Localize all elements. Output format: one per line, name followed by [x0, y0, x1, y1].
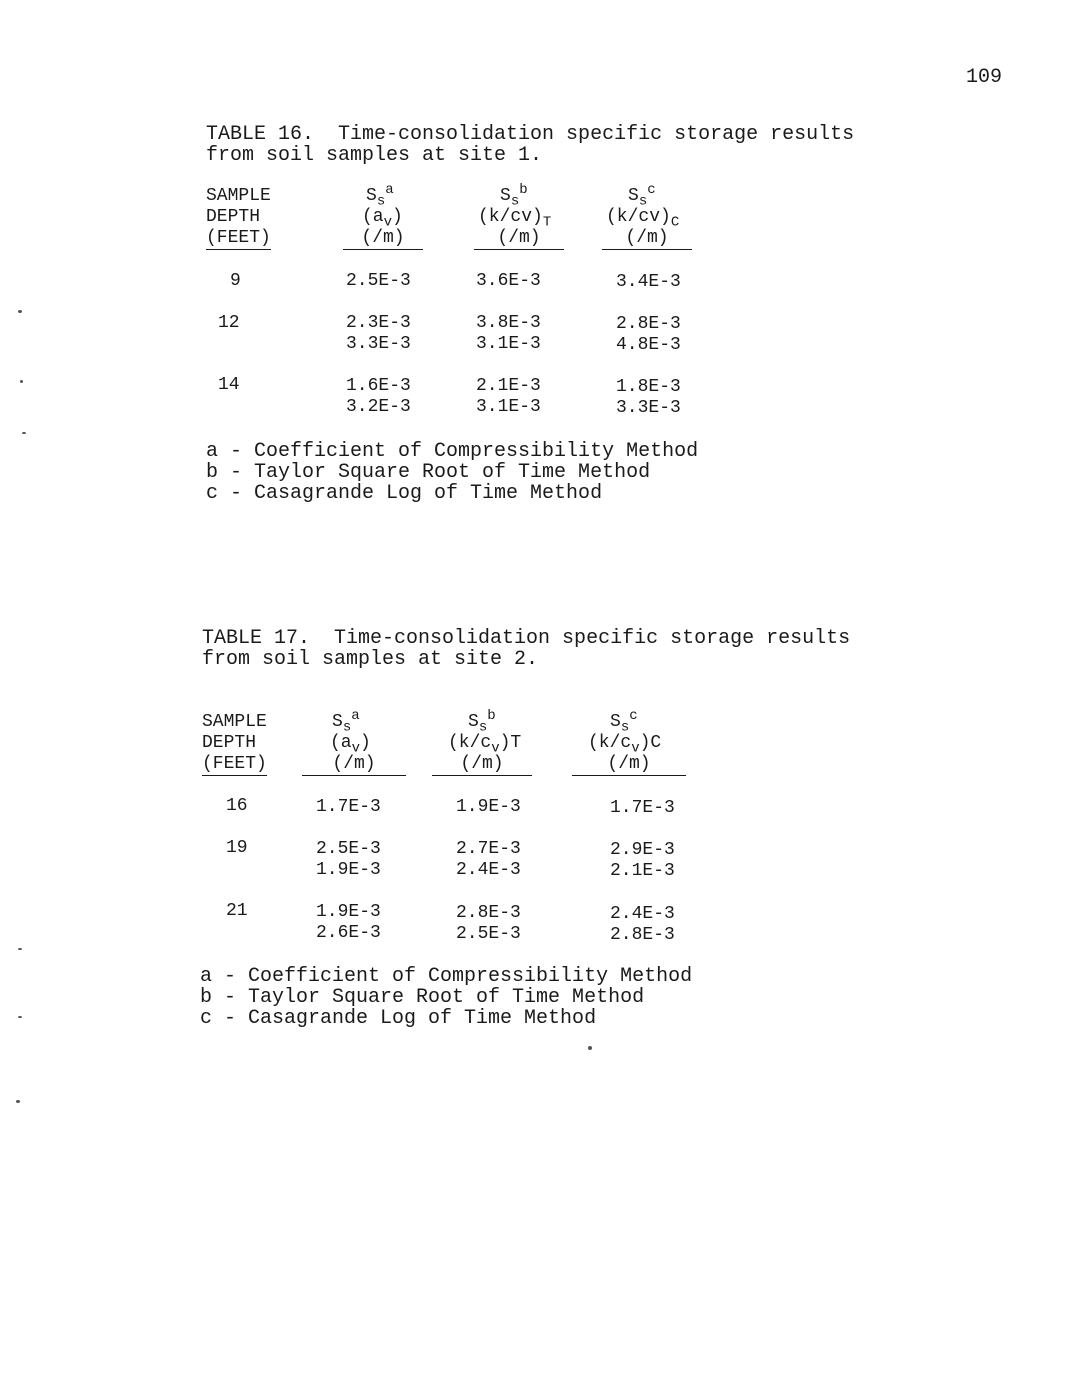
- table-caption: TABLE 17. Time-consolidation specific storage results: [202, 627, 851, 650]
- table-footnote: b - Taylor Square Root of Time Method: [200, 986, 645, 1009]
- scan-speck: [18, 948, 22, 950]
- table-footnote: c - Casagrande Log of Time Method: [200, 1007, 597, 1030]
- table-cell: 3.1E-3: [476, 334, 541, 354]
- table-cell: 1.6E-3: [346, 376, 411, 396]
- table-cell: 2.1E-3: [476, 376, 541, 396]
- table-caption: from soil samples at site 2.: [202, 648, 539, 671]
- table-cell: 2.4E-3: [456, 860, 521, 880]
- table-cell: 2.6E-3: [316, 923, 381, 943]
- table-cell: 2.3E-3: [346, 313, 411, 333]
- table-cell-depth: 21: [226, 901, 248, 921]
- column-header-method-b: $(k/c_v)T$: [448, 733, 522, 757]
- column-header-method-a: $(a_v)$: [362, 207, 403, 231]
- column-header-depth: DEPTH: [206, 207, 261, 227]
- table-footnote: b - Taylor Square Root of Time Method: [206, 461, 651, 484]
- table-cell-depth: 9: [230, 271, 241, 291]
- table-cell-depth: 16: [226, 796, 248, 816]
- column-header-ss-a: $S_s^a$: [332, 708, 360, 736]
- table-caption: TABLE 16. Time-consolidation specific storage results: [206, 123, 855, 146]
- table-cell: 3.4E-3: [616, 272, 681, 292]
- column-header-depth: SAMPLE: [202, 712, 267, 732]
- column-header-ss-b: $S_s^b$: [500, 182, 528, 210]
- column-header-depth-unit: (FEET): [202, 754, 267, 774]
- table-cell: 3.3E-3: [616, 398, 681, 418]
- scan-speck: [16, 1100, 20, 1103]
- column-header-unit-b: (/m): [432, 754, 532, 776]
- table-cell: 2.4E-3: [610, 904, 675, 924]
- table-cell-depth: 14: [218, 375, 240, 395]
- page-number: 109: [966, 66, 1003, 89]
- table-footnote: a - Coefficient of Compressibility Method: [206, 440, 699, 463]
- table-cell: 4.8E-3: [616, 335, 681, 355]
- table-cell: 2.5E-3: [346, 271, 411, 291]
- table-cell: 2.9E-3: [610, 840, 675, 860]
- table-cell: 2.8E-3: [610, 925, 675, 945]
- table-cell: 1.9E-3: [456, 797, 521, 817]
- table-cell: 1.9E-3: [316, 902, 381, 922]
- column-header-method-a: $(a_v)$: [330, 733, 371, 757]
- scan-speck: [22, 432, 26, 434]
- column-header-ss-b: $S_s^b$: [468, 708, 496, 736]
- table-cell: 1.9E-3: [316, 860, 381, 880]
- column-header-ss-a: $S_s^a$: [366, 182, 394, 210]
- column-header-depth-unit: (FEET): [206, 228, 271, 248]
- table-cell: 2.8E-3: [456, 903, 521, 923]
- table-cell: 3.8E-3: [476, 313, 541, 333]
- column-header-ss-c: $S_s^c$: [628, 182, 656, 210]
- column-header-depth: SAMPLE: [206, 186, 271, 206]
- table-cell-depth: 12: [218, 313, 240, 333]
- table-cell: 3.3E-3: [346, 334, 411, 354]
- table-cell: 2.8E-3: [616, 314, 681, 334]
- table-cell: 1.7E-3: [610, 798, 675, 818]
- scan-speck: [18, 310, 22, 313]
- column-header-unit-c: (/m): [602, 228, 692, 250]
- scan-speck: [18, 1016, 22, 1018]
- column-header-unit-a: (/m): [343, 228, 423, 250]
- table-cell: 2.5E-3: [456, 924, 521, 944]
- table-cell: 3.2E-3: [346, 397, 411, 417]
- scan-speck: [20, 380, 23, 383]
- table-cell: 3.1E-3: [476, 397, 541, 417]
- column-header-unit-b: (/m): [474, 228, 564, 250]
- column-header-unit-a: (/m): [302, 754, 406, 776]
- table-footnote: a - Coefficient of Compressibility Method: [200, 965, 693, 988]
- scan-speck: [588, 1046, 592, 1050]
- table-cell: 2.7E-3: [456, 839, 521, 859]
- column-header-ss-c: $S_s^c$: [610, 708, 638, 736]
- table-cell: 3.6E-3: [476, 271, 541, 291]
- table-caption: from soil samples at site 1.: [206, 144, 543, 167]
- table-cell: 2.5E-3: [316, 839, 381, 859]
- column-header-depth: DEPTH: [202, 733, 257, 753]
- column-header-unit-c: (/m): [572, 754, 686, 776]
- column-header-method-c: $(k/cv)_C$: [606, 207, 680, 231]
- table-cell: 2.1E-3: [610, 861, 675, 881]
- table-cell: 1.8E-3: [616, 377, 681, 397]
- table-cell-depth: 19: [226, 838, 248, 858]
- table-footnote: c - Casagrande Log of Time Method: [206, 482, 603, 505]
- column-header-method-b: $(k/cv)_T$: [478, 207, 552, 231]
- column-header-method-c: $(k/c_v)C$: [588, 733, 662, 757]
- table-cell: 1.7E-3: [316, 797, 381, 817]
